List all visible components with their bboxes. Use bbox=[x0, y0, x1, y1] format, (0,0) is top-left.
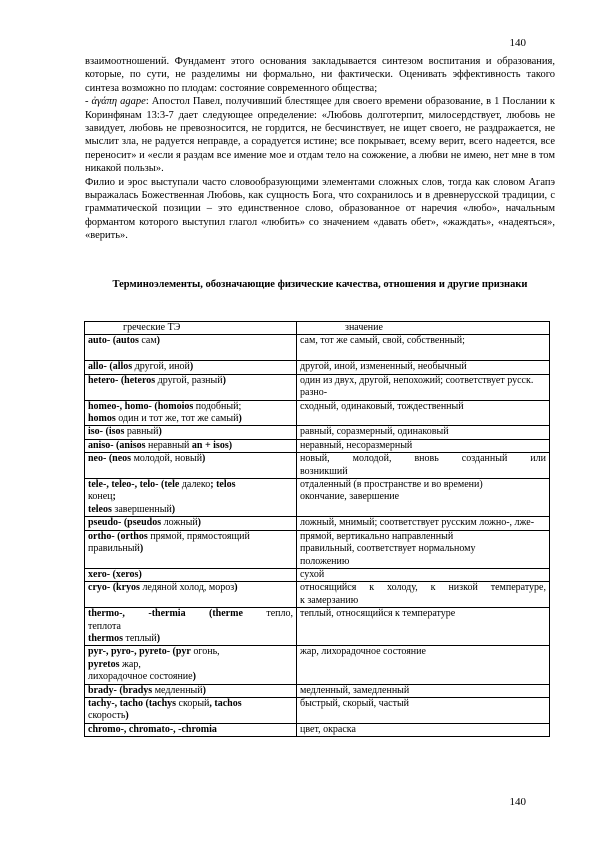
meaning-cell: жар, лихорадочное состояние bbox=[297, 646, 550, 684]
meaning-cell: медленный, замедленный bbox=[297, 684, 550, 697]
body-text bbox=[85, 55, 555, 243]
greek-term: ἀγάπη agape bbox=[91, 96, 146, 108]
meaning-cell: сухой bbox=[297, 568, 550, 581]
column-header-meaning: значение bbox=[297, 322, 550, 335]
term-cell: neo- (neos молодой, новый) bbox=[85, 453, 297, 479]
term-cell: thermo-, -thermia (therme тепло, теплота thermos теплый) bbox=[85, 608, 297, 646]
meaning-cell: сам, тот же самый, свой, собственный; bbox=[297, 335, 550, 361]
meaning-cell: один из двух, другой, непохожий; соответствует русск. разно- bbox=[297, 374, 550, 400]
term-cell: xero- (xeros) bbox=[85, 568, 297, 581]
table-row bbox=[85, 479, 550, 517]
term-cell: iso- (isos равный) bbox=[85, 426, 297, 439]
table-row bbox=[85, 400, 550, 426]
table-row bbox=[85, 335, 550, 361]
meaning-cell: новый, молодой, вновь созданный или возникший bbox=[297, 453, 550, 479]
term-cell: hetero- (heteros другой, разный) bbox=[85, 374, 297, 400]
table-row bbox=[85, 646, 550, 684]
meaning-cell: ложный, мнимый; соответствует русским ложно-, лже- bbox=[297, 517, 550, 530]
term-cell: pseudo- (pseudos ложный) bbox=[85, 517, 297, 530]
meaning-cell: цвет, окраска bbox=[297, 723, 550, 736]
paragraph: взаимоотношений. Фундамент этого основания закладывается синтезом воспитания и образования, которые, по сути, не разделимы ни формально, ни фактически. Оценивать эффективность такого синтеза возможно по плодам: состояние современного общества; bbox=[85, 56, 555, 94]
table-row bbox=[85, 530, 550, 568]
table-header-row bbox=[85, 322, 550, 335]
meaning-cell: сходный, одинаковый, тождественный bbox=[297, 400, 550, 426]
term-cell: ortho- (orthos прямой, прямостоящий правильный) bbox=[85, 530, 297, 568]
term-cell: chromo-, chromato-, -chromia bbox=[85, 723, 297, 736]
table-row bbox=[85, 426, 550, 439]
meaning-cell: равный, соразмерный, одинаковый bbox=[297, 426, 550, 439]
term-cell: homeo-, homo- (homoios подобный; homos один и тот же, тот же самый) bbox=[85, 400, 297, 426]
term-cell: cryo- (kryos ледяной холод, мороз) bbox=[85, 582, 297, 608]
table-row bbox=[85, 374, 550, 400]
table-row bbox=[85, 568, 550, 581]
term-cell: aniso- (anisos неравный an + isos) bbox=[85, 439, 297, 452]
meaning-cell: неравный, несоразмерный bbox=[297, 439, 550, 452]
term-cell: tele-, teleo-, telo- (tele далеко; telos конец; teleos завершенный) bbox=[85, 479, 297, 517]
table-row bbox=[85, 361, 550, 374]
paragraph: - ἀγάπη agape: Апостол Павел, получивший блестящее для своего времени образование, в 1 Послании к Коринфянам 13:3-7 дает следующее определение: «Любовь долготерпит, милосердствует, любовь не завидует, любовь не превозносится, не гордится, не бесчинствует, не ищет своего, не раздражается, не мыслит зла, не радуется неправде, а сорадуется истине; все покрывает, всему верит, всего надеется, все переносит» и «если я раздам все имение мое и отдам тело на сожжение, а любви не имею, нет мне в том никакой пользы». bbox=[85, 96, 555, 175]
table-row bbox=[85, 723, 550, 736]
term-cell: tachy-, tacho (tachys скорый, tachos скорость) bbox=[85, 697, 297, 723]
meaning-cell: быстрый, скорый, частый bbox=[297, 697, 550, 723]
page-number-bottom: 140 bbox=[509, 796, 526, 808]
term-cell: brady- (bradys медленный) bbox=[85, 684, 297, 697]
table-row bbox=[85, 697, 550, 723]
table-row bbox=[85, 517, 550, 530]
meaning-cell: относящийся к холоду, к низкой температуре, к замерзанию bbox=[297, 582, 550, 608]
term-cell: auto- (autos сам) bbox=[85, 335, 297, 361]
page-number-top: 140 bbox=[509, 37, 526, 49]
table-row bbox=[85, 608, 550, 646]
table-row bbox=[85, 453, 550, 479]
table-row bbox=[85, 582, 550, 608]
meaning-cell: прямой, вертикально направленный правильный, соответствует нормальному положению bbox=[297, 530, 550, 568]
term-cell: pyr-, pyro-, pyreto- (pyr огонь, pyretos жар, лихорадочное состояние) bbox=[85, 646, 297, 684]
column-header-greek-te: греческие ТЭ bbox=[85, 322, 297, 335]
term-cell: allo- (allos другой, иной) bbox=[85, 361, 297, 374]
paragraph: Филио и эрос выступали часто словообразующими элементами сложных слов, тогда как словом Агапэ выражалась Божественная Любовь, как сущность Бога, что сохранилось и в древнерусской традиции, с грамматической позиции – это единственное слово, образованное от наречия «любо», начальным формантом которого выступил глагол «любить» со значением «давать обет», «жаждать», «надеяться», «верить». bbox=[85, 176, 555, 242]
terms-table bbox=[84, 321, 550, 737]
meaning-cell: другой, иной, измененный, необычный bbox=[297, 361, 550, 374]
table-row bbox=[85, 684, 550, 697]
table-row bbox=[85, 439, 550, 452]
meaning-cell: теплый, относящийся к температуре bbox=[297, 608, 550, 646]
section-title: Терминоэлементы, обозначающие физические качества, отношения и другие признаки bbox=[112, 279, 528, 290]
meaning-cell: отдаленный (в пространстве и во времени) окончание, завершение bbox=[297, 479, 550, 517]
